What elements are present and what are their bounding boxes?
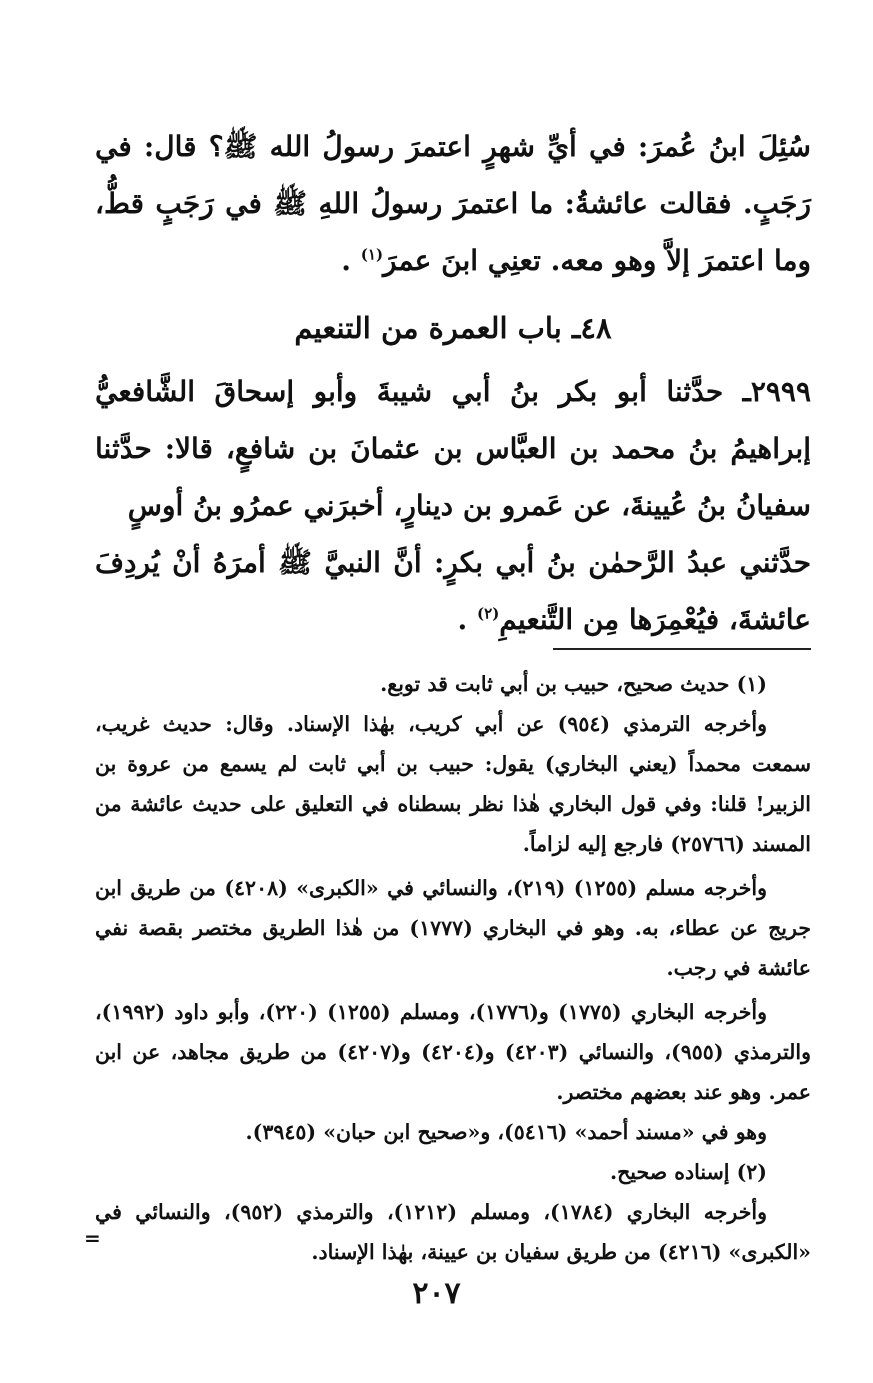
hadith-text-2-end: . bbox=[457, 603, 468, 636]
footnote-1-para-2: وأخرجه الترمذي (٩٥٤) عن أبي كريب، بهٰذا الإسناد. وقال: حديث غريب، سمعت محمداً (يعني البخاري) يقول: حبيب بن أبي ثابت لم يسمع من عروة بن الزبير! قلنا: وفي قول البخاري هٰذا نظر بسطناه في التعليق على حديث عائشة من المسند (٢٥٧٦٦) فارجع إليه لزاماً. bbox=[95, 712, 811, 856]
hadith-text-1: سُئِلَ ابنُ عُمرَ: في أيِّ شهرٍ اعتمرَ رسولُ الله ﷺ؟ قال: في رَجَبٍ. فقالت عائشةُ: ما اعتمرَ رسولُ اللهِ ﷺ في رَجَبٍ قطُّ، وما اعتمرَ إلاَّ وهو معه. تعنِي ابنَ عمرَ bbox=[95, 130, 811, 277]
continuation-mark: = bbox=[84, 1226, 101, 1250]
footnote-1-para-4: وأخرجه البخاري (١٧٧٥) و(١٧٧٦)، ومسلم (١٢٥٥) (٢٢٠)، وأبو داود (١٩٩٢)، والترمذي (٩٥٥)، والنسائي (٤٢٠٣) و(٤٢٠٤) و(٤٢٠٧) من طريق مجاهد، عن ابن عمر. وهو عند بعضهم مختصر. bbox=[95, 1000, 812, 1104]
chapter-heading: ٤٨ـ باب العمرة من التنعيم bbox=[294, 311, 612, 345]
footnote-1: (١) حديث صحيح، حبيب بن أبي ثابت قد توبع. bbox=[380, 672, 767, 696]
hadith-isnad-2999: ٢٩٩٩ـ حدَّثنا أبو بكر بنُ أبي شيبةَ وأبو إسحاقَ الشَّافعيُّ إبراهيمُ بنُ محمد بن العبَّاس بن عثمانَ بن شافعٍ، قالا: حدَّثنا سفيانُ بنُ عُيينةَ، عن عَمرو بن دينارٍ، أخبرَني عمرُو بنُ أوسٍ bbox=[95, 375, 811, 522]
page-number: ٢٠٧ bbox=[412, 1276, 461, 1311]
footnote-ref-2: (٢) bbox=[477, 604, 500, 623]
footnote-1-para-5: وهو في «مسند أحمد» (٥٤١٦)، و«صحيح ابن حبان» (٣٩٤٥). bbox=[245, 1120, 767, 1144]
footnote-separator bbox=[553, 648, 811, 650]
footnote-2-para-2: وأخرجه البخاري (١٧٨٤)، ومسلم (١٢١٢)، والترمذي (٩٥٢)، والنسائي في «الكبرى» (٤٢١٦) من طريق سفيان بن عيينة، بهٰذا الإسناد. bbox=[95, 1200, 811, 1264]
hadith-matn-2999 bbox=[95, 534, 811, 648]
hadith-text-2: حدَّثني عبدُ الرَّحمٰن بنُ أبي بكرٍ: أنَّ النبيَّ ﷺ أمرَهُ أنْ يُردِفَ عائشةَ، فيُعْمِرَها مِن التَّنعيمِ bbox=[95, 546, 811, 636]
footnote-1-para-3: وأخرجه مسلم (١٢٥٥) (٢١٩)، والنسائي في «الكبرى» (٤٢٠٨) من طريق ابن جريج عن عطاء، به. وهو في البخاري (١٧٧٧) من هٰذا الطريق مختصر بقصة نفي عائشة في رجب. bbox=[95, 876, 811, 980]
footnote-2: (٢) إسناده صحيح. bbox=[609, 1160, 767, 1184]
hadith-text-1-end: . bbox=[341, 244, 352, 277]
footnotes bbox=[95, 664, 811, 1272]
hadith-paragraph-1 bbox=[95, 118, 811, 289]
footnote-ref-1: (١) bbox=[360, 245, 384, 264]
main-text bbox=[95, 118, 811, 648]
